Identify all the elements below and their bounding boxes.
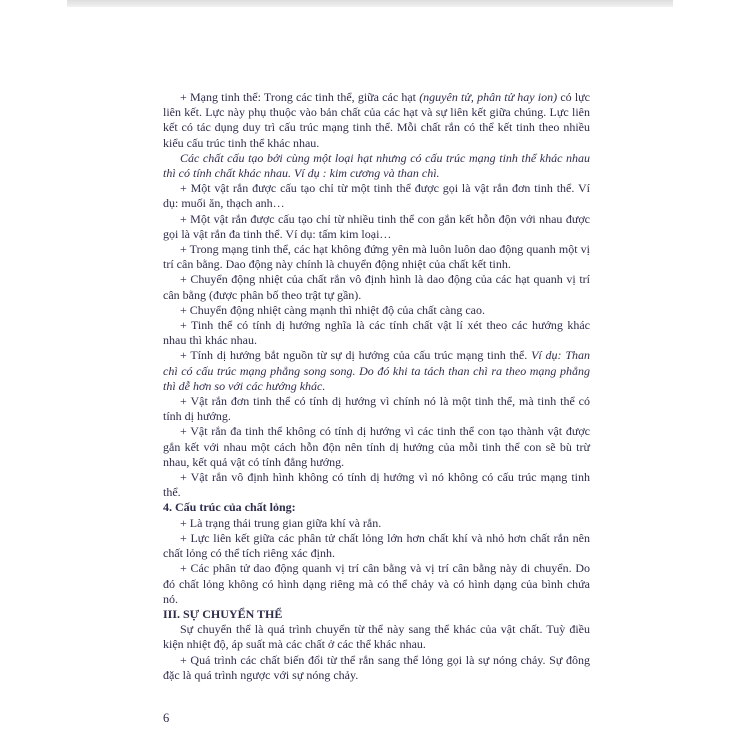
paragraph: [163, 424, 590, 470]
paragraph: [163, 561, 590, 607]
paragraph-text: + Quá trình các chất biến đổi từ thể rắn sang thể lỏng gọi là sự nóng chảy. Sự đông đặc là quá trình ngược với sự nóng chảy.: [163, 652, 590, 682]
paragraph: [163, 318, 590, 348]
paragraph: [163, 394, 590, 424]
paragraph-text: + Vật rắn vô định hình không có tính dị hướng vì nó không có cấu trúc mạng tinh thể.: [163, 470, 590, 500]
paragraph-text-italic: (nguyên tử, phân tử hay ion): [419, 90, 558, 104]
page-top-shadow: [67, 0, 673, 7]
section-heading: [163, 607, 590, 622]
paragraph-text: + Tinh thể có tính dị hướng nghĩa là các tính chất vật lí xét theo các hướng khác nhau thì khác nhau.: [163, 318, 590, 348]
paragraph-text: III. SỰ CHUYỂN THỂ: [163, 606, 283, 621]
paragraph-text: + Chuyển động nhiệt càng mạnh thì nhiệt độ của chất càng cao.: [180, 302, 486, 317]
paragraph: [163, 531, 590, 561]
paragraph-text: + Lực liên kết giữa các phân tử chất lỏng lớn hơn chất khí và nhỏ hơn chất rắn nên chất lỏng có thể tích riêng xác định.: [163, 530, 590, 561]
paragraph-text-italic: Các chất cấu tạo bởi cùng một loại hạt nhưng có cấu trúc mạng tinh thể khác nhau thì có tính chất khác nhau. Ví dụ : kim cương và than chì.: [163, 150, 590, 181]
paragraph: [163, 516, 590, 531]
paragraph-text: + Một vật rắn được cấu tạo chỉ từ nhiều tinh thể con gắn kết hỗn độn với nhau được gọi là vật rắn đa tinh thể. Ví dụ: tấm kim loại…: [163, 211, 590, 241]
section-heading: [163, 500, 590, 515]
paragraph: [163, 242, 590, 272]
paragraph: [163, 90, 590, 151]
paragraph: [163, 470, 590, 500]
paragraph-text: + Một vật rắn được cấu tạo chỉ từ một tinh thể được gọi là vật rắn đơn tinh thể. Ví dụ: muối ăn, thạch anh…: [163, 181, 590, 211]
paragraph: [163, 348, 590, 394]
page-number: 6: [163, 711, 170, 725]
paragraph-text: + Các phân tử dao động quanh vị trí cân bằng và vị trí cân bằng này di chuyển. Do đó chất lỏng không có hình dạng riêng mà có thể chảy và có hình dạng của bình chứa nó.: [163, 561, 590, 606]
paragraph: [163, 151, 590, 181]
paragraph-text-italic: Ví dụ: Than chì có cấu trúc mạng phẳng song song. Do đó khi ta tách than chì ra theo mạng phẳng thì dễ hơn so với các hướng khác.: [163, 348, 591, 393]
page-body: [163, 90, 590, 683]
paragraph: [163, 272, 590, 302]
paragraph-text: Sự chuyển thể là quá trình chuyển từ thể này sang thể khác của vật chất. Tuỳ điều kiện nhiệt độ, áp suất mà các chất ở các thể khác nhau.: [163, 622, 590, 652]
paragraph-text: + Vật rắn đa tinh thể không có tính dị hướng vì các tinh thể con tạo thành vật được gắn kết với nhau một cách hỗn độn nên tính dị hướng của mỗi tinh thể con sẽ bù trừ nhau, kết quả vật có tính đẳng hướng.: [163, 424, 590, 469]
paragraph-text: + Là trạng thái trung gian giữa khí và rắn.: [180, 515, 382, 530]
paragraph: [163, 622, 590, 652]
paragraph: [163, 653, 590, 683]
paragraph: [163, 303, 590, 318]
paragraph-text: + Trong mạng tinh thể, các hạt không đứng yên mà luôn luôn dao động quanh một vị trí cân bằng. Dao động này chính là chuyển động nhiệt của chất kết tinh.: [163, 242, 590, 272]
paragraph-text: + Chuyển động nhiệt của chất rắn vô định hình là dao động của các hạt quanh vị trí cân bằng (được phân bố theo trật tự gần).: [163, 272, 590, 302]
paragraph-text: 4. Cấu trúc của chất lỏng:: [163, 500, 296, 515]
paragraph: [163, 181, 590, 211]
paragraph: [163, 212, 590, 242]
paragraph-text: có lực liên kết. Lực này phụ thuộc vào bản chất của các hạt và sự liên kết giữa chúng. Lực liên kết có tác dụng duy trì cấu trúc mạng tinh thể. Mỗi chất rắn có thể kết tinh theo nhiều kiểu cấu trúc tinh thể khác nhau.: [163, 90, 590, 150]
paragraph-text: + Mạng tinh thể: Trong các tinh thể, giữa các hạt: [180, 90, 420, 104]
paragraph-text: + Vật rắn đơn tinh thể có tính dị hướng vì chính nó là một tinh thể, mà tinh thể có tính dị hướng.: [163, 394, 590, 424]
paragraph-text: + Tính dị hướng bắt nguồn từ sự dị hướng của cấu trúc mạng tinh thể.: [180, 348, 532, 363]
